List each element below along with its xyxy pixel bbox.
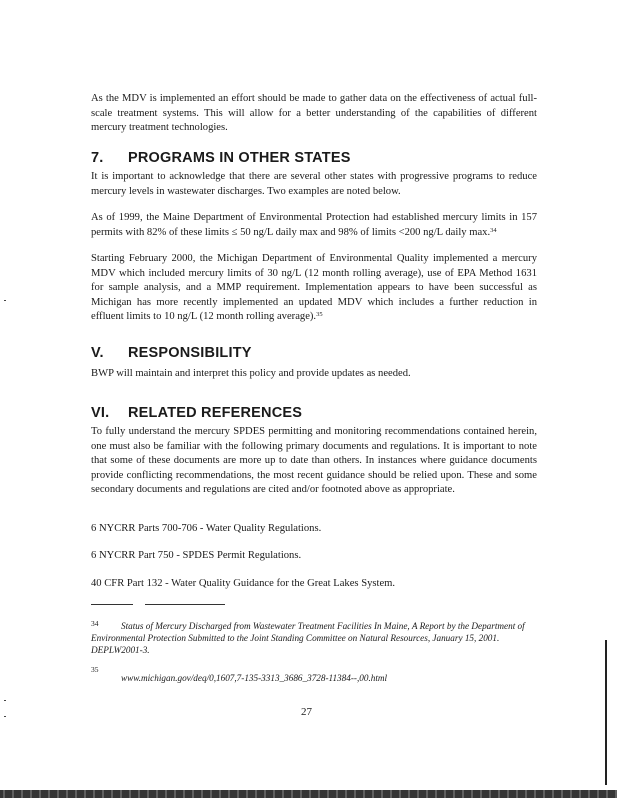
footnote-35-number: 35 bbox=[91, 665, 99, 674]
reference-item: 6 NYCRR Parts 700-706 - Water Quality Regulations. bbox=[91, 523, 322, 534]
footnote-34-number: 34 bbox=[91, 619, 99, 628]
programs-paragraph-2-text: As of 1999, the Maine Department of Environmental Protection had established mercury limits in 157 permits with 82% of these limits ≤ 50 ng/L daily max and 98% of limits <200 ng/L daily max. bbox=[91, 212, 537, 238]
section-v-title: RESPONSIBILITY bbox=[128, 345, 252, 361]
references-intro-paragraph: To fully understand the mercury SPDES permitting and monitoring recommendations contained herein, one must also be familiar with the following primary documents and regulations. It is important to note that some of these documents are more up to date than others. In instances where guidance documents provide conflicting recommendations, the most recent guidance should be relied upon. These and some secondary documents and regulations are cited and/or footnoted above as appropriate. bbox=[91, 426, 537, 496]
footnote-34-text: Status of Mercury Discharged from Wastewater Treatment Facilities In Maine, A Report by the Department of Environmental Protection Submitted to the Joint Standing Committee on Natural Resources, January 15, 2001. DEPLW2001-3. bbox=[91, 621, 525, 656]
section-7-title: PROGRAMS IN OTHER STATES bbox=[128, 150, 351, 166]
section-vi-title: RELATED REFERENCES bbox=[128, 405, 303, 421]
section-vi-number: VI. bbox=[91, 405, 110, 421]
section-v-heading bbox=[91, 345, 252, 361]
scan-edge-shadow bbox=[605, 640, 607, 785]
intro-paragraph: As the MDV is implemented an effort should be made to gather data on the effectiveness of actual full-scale treatment systems. This will allow for a better understanding of the capabilities of different mercury treatment technologies. bbox=[91, 93, 537, 134]
footnote-ref-35: 35 bbox=[316, 311, 323, 319]
section-7-heading bbox=[91, 150, 351, 166]
scan-mark bbox=[4, 300, 6, 301]
footnote-ref-34: 34 bbox=[490, 226, 497, 234]
programs-paragraph-3-text: Starting February 2000, the Michigan Department of Environmental Quality implemented a mercury MDV which included mercury limits of 30 ng/L (12 month rolling average), use of EPA Method 1631 for sample analysis, and a MMP requirement. Implementation appears to have been successful as Michigan has more recently implemented an updated MDV which includes a further reduction in effluent limits to 10 ng/L (12 month rolling average). bbox=[91, 253, 537, 323]
programs-paragraph-2 bbox=[91, 211, 537, 240]
footnote-separator bbox=[91, 604, 133, 605]
section-vi-heading bbox=[91, 405, 302, 421]
scan-mark bbox=[4, 716, 6, 717]
section-v-number: V. bbox=[91, 345, 104, 361]
reference-item: 40 CFR Part 132 - Water Quality Guidance for the Great Lakes System. bbox=[91, 578, 396, 589]
section-7-number: 7. bbox=[91, 150, 104, 166]
footnote-35-text: www.michigan.gov/deq/0,1607,7-135-3313_3686_3728-11384--,00.html bbox=[121, 673, 388, 683]
reference-item: 6 NYCRR Part 750 - SPDES Permit Regulations. bbox=[91, 550, 302, 561]
scan-bottom-edge bbox=[0, 790, 617, 798]
scan-mark bbox=[4, 700, 6, 701]
page-number: 27 bbox=[301, 706, 312, 718]
programs-paragraph-3 bbox=[91, 252, 537, 325]
footnote-separator bbox=[145, 604, 225, 605]
responsibility-paragraph: BWP will maintain and interpret this policy and provide updates as needed. bbox=[91, 368, 411, 379]
programs-paragraph-1: It is important to acknowledge that there are several other states with progressive programs to reduce mercury levels in wastewater discharges. Two examples are noted below. bbox=[91, 171, 537, 197]
